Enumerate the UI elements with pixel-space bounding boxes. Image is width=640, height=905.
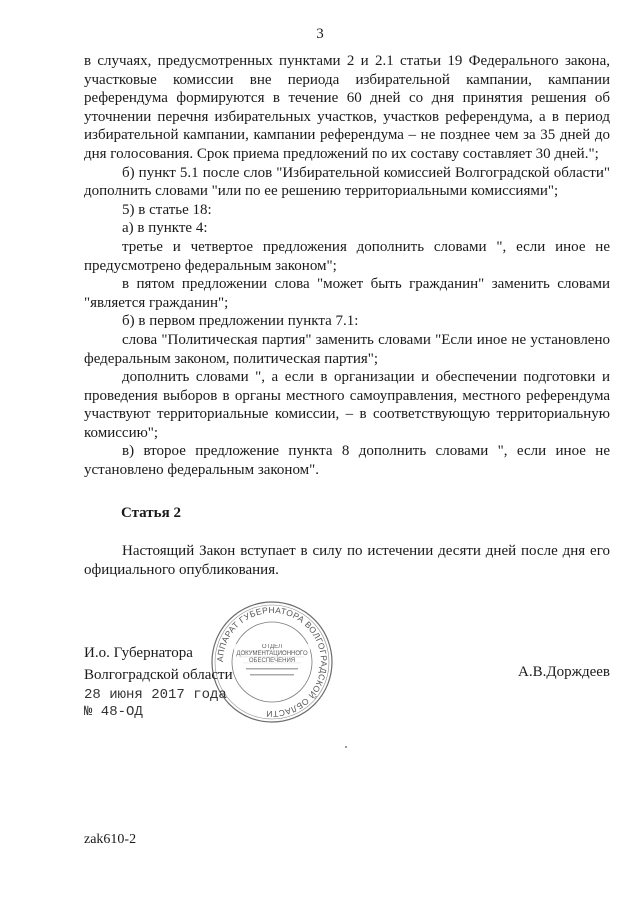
final-paragraph: Настоящий Закон вступает в силу по истечении десяти дней после дня его официального опубликования.: [84, 543, 610, 578]
page-number: 3: [316, 26, 324, 42]
signatory-name: А.В.Дорждеев: [518, 664, 610, 680]
stamp-number: № 48-ОД: [84, 704, 143, 720]
paragraph: третье и четвертое предложения дополнить словами ", если иное не предусмотрено федеральным законом";: [84, 238, 610, 274]
paragraph: б) в первом предложении пункта 7.1:: [122, 313, 359, 330]
stamp-date: 28 июня 2017 года: [84, 687, 227, 703]
paragraph: в пятом предложении слова "может быть гражданин" заменить словами "является гражданин";: [84, 276, 610, 311]
paragraph: 5) в статье 18:: [122, 201, 212, 218]
article-heading: Статья 2: [121, 505, 181, 521]
seal-outer-text: АППАРАТ ГУБЕРНАТОРА ВОЛГОГРАДСКОЙ ОБЛАСТИ: [214, 604, 330, 720]
seal-inner-text: ОТДЕЛ ДОКУМЕНТАЦИОННОГО ОБЕСПЕЧЕНИЯ: [234, 644, 310, 665]
document-code: zak610-2: [84, 832, 137, 847]
paragraph: в случаях, предусмотренных пунктами 2 и 2.1 статьи 19 Федерального закона, участковые комиссии вне периода избирательной кампании, кампании референдума формируются в течение 60 дней со дня принятия решения об уточнении перечня избирательных участков, участков референдума, а в период избирательной кампании, кампании референдума – не позднее чем за 35 дней до дня голосования. Срок приема предложений по их составу составляет 30 дней.";: [84, 53, 610, 162]
scan-speck: [345, 746, 347, 748]
final-section: [84, 542, 610, 579]
document-body: [84, 52, 610, 480]
paragraph: слова "Политическая партия" заменить словами "Если иное не установлено федеральным законом, политическая партия";: [84, 331, 610, 367]
paragraph: б) пункт 5.1 после слов "Избирательной комиссией Волгоградской области" дополнить словами "или по ее решению территориальными комиссиями";: [84, 164, 610, 200]
paragraph: а) в пункте 4:: [122, 220, 208, 237]
signatory-title: [84, 642, 233, 686]
date-stamp: [84, 687, 227, 721]
signatory-title-line1: И.о. Губернатора: [84, 645, 193, 661]
paragraph: в) второе предложение пункта 8 дополнить словами ", если иное не установлено федеральным законом".: [84, 443, 610, 479]
paragraph: дополнить словами ", а если в организации и обеспечении подготовки и проведения выборов в органы местного самоуправления, местного референдума участвуют территориальные комиссии, – в соответствующую территориальную комиссию";: [84, 369, 610, 441]
signatory-title-line2: Волгоградской области: [84, 667, 233, 683]
